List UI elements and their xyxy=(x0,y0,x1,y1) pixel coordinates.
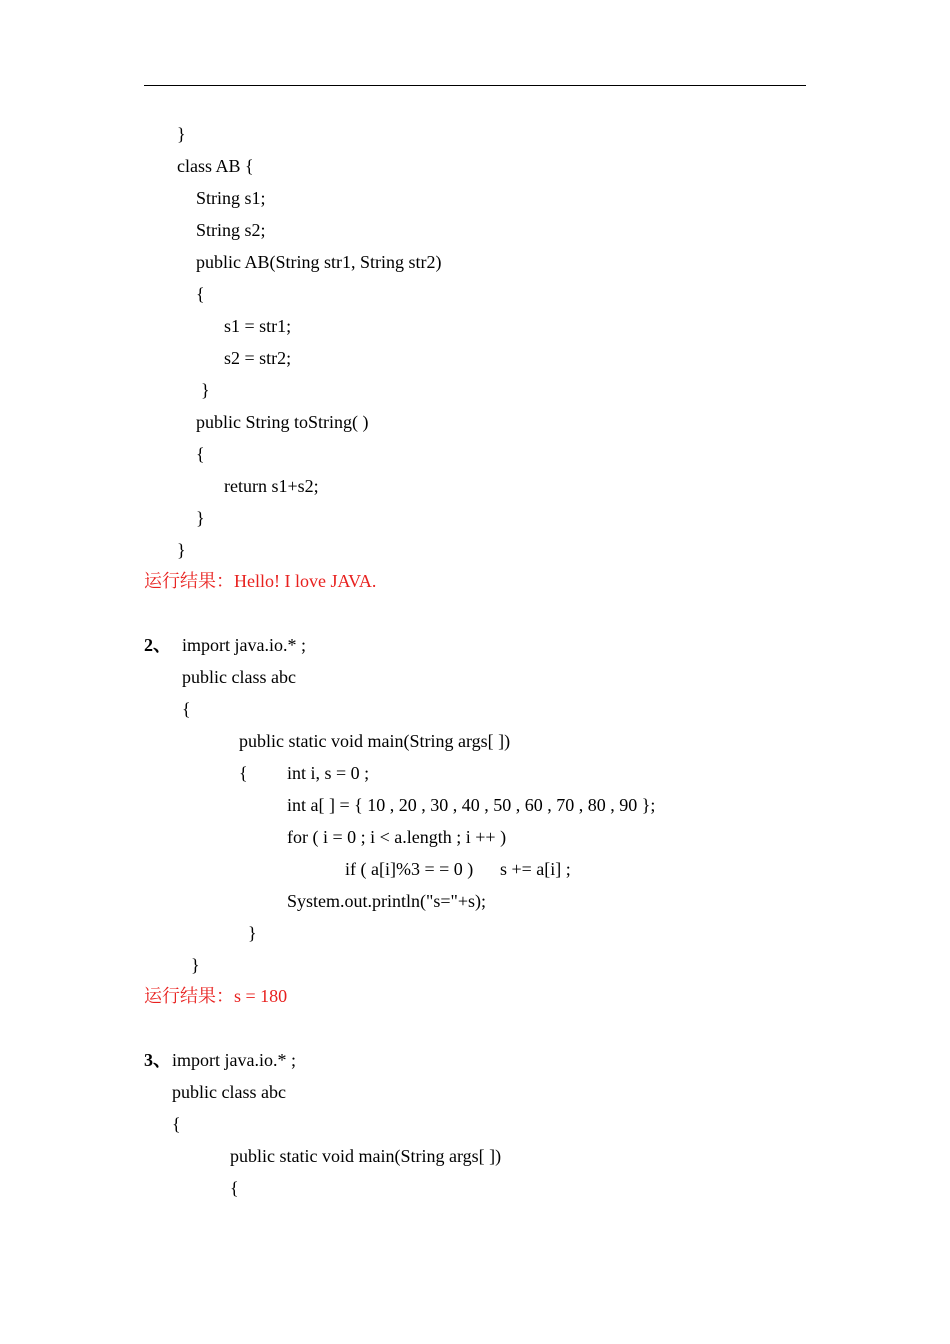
code-line: { xyxy=(196,284,205,304)
code-line: } xyxy=(201,380,210,400)
code-line: String s2; xyxy=(196,220,266,240)
result-label: 运行结果： xyxy=(144,986,234,1006)
code-line: { xyxy=(230,1178,239,1198)
run-result-2 xyxy=(144,984,287,1008)
result-value: Hello! I love JAVA. xyxy=(234,571,377,591)
code-line: { xyxy=(239,763,248,783)
code-line: System.out.println("s="+s); xyxy=(287,891,487,911)
code-line: } xyxy=(177,124,186,144)
code-line: { xyxy=(172,1114,181,1134)
question-number: 3、 xyxy=(144,1050,171,1070)
code-line: { xyxy=(196,444,205,464)
code-line: public class abc xyxy=(172,1082,286,1102)
code-line: public AB(String str1, String str2) xyxy=(196,252,442,272)
run-result-1 xyxy=(144,569,376,593)
code-line: return s1+s2; xyxy=(224,476,319,496)
code-line: public class abc xyxy=(182,667,296,687)
code-line: String s1; xyxy=(196,188,266,208)
code-line: } xyxy=(196,508,205,528)
question-number: 2、 xyxy=(144,635,171,655)
code-line: public static void main(String args[ ]) xyxy=(230,1146,502,1166)
result-value: s = 180 xyxy=(234,986,288,1006)
code-line: import java.io.* ; xyxy=(172,1050,296,1070)
code-line: public String toString( ) xyxy=(196,412,369,432)
code-line: import java.io.* ; xyxy=(182,635,306,655)
code-line: s1 = str1; xyxy=(224,316,292,336)
code-line: for ( i = 0 ; i < a.length ; i ++ ) xyxy=(287,827,507,847)
code-line: class AB { xyxy=(177,156,254,176)
result-label: 运行结果： xyxy=(144,571,234,591)
code-line: if ( a[i]%3 = = 0 ) xyxy=(345,859,474,879)
code-line: } xyxy=(248,923,257,943)
code-line: } xyxy=(177,540,186,560)
code-line: { xyxy=(182,699,191,719)
code-line: } xyxy=(191,955,200,975)
code-line: int a[ ] = { 10 , 20 , 30 , 40 , 50 , 60 , 70 , 80 , 90 }; xyxy=(287,795,656,815)
header-rule xyxy=(144,85,806,86)
code-line: s2 = str2; xyxy=(224,348,292,368)
code-line: s += a[i] ; xyxy=(500,859,571,879)
code-line: public static void main(String args[ ]) xyxy=(239,731,511,751)
code-line: int i, s = 0 ; xyxy=(287,763,370,783)
